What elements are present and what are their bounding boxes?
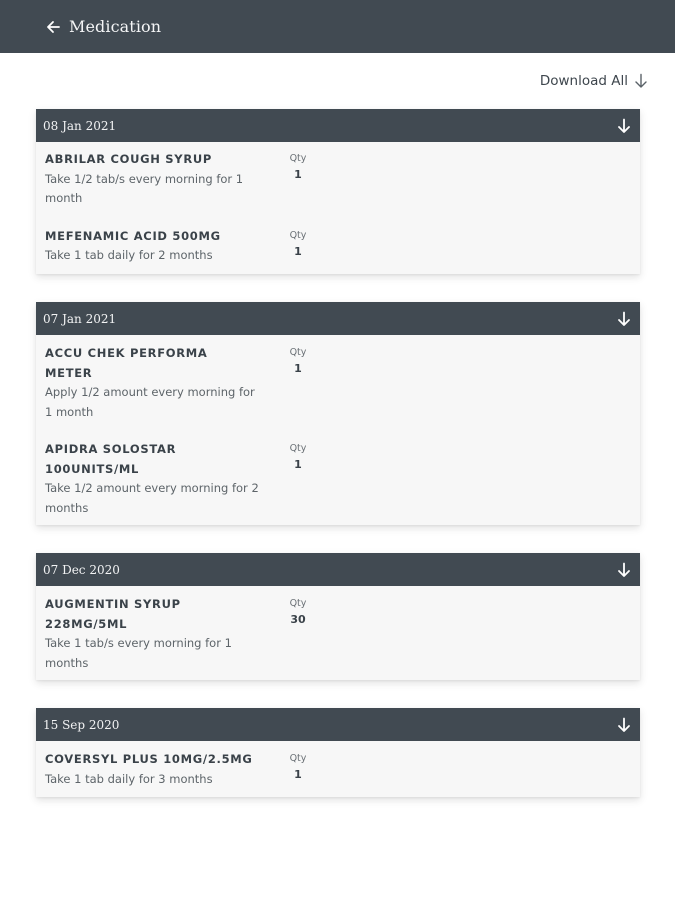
medication-item: [36, 595, 640, 673]
qty-value: 30: [290, 613, 306, 626]
medication-instructions: Apply 1/2 amount every morning for 1 month: [45, 385, 255, 419]
download-prescription-button[interactable]: [615, 716, 633, 734]
prescription-card-header: [36, 302, 640, 335]
qty-value: 1: [294, 244, 302, 258]
quantity: [288, 441, 308, 473]
download-all-label: Download All: [539, 73, 628, 89]
medication-instructions: Take 1 tab/s every morning for 1 months: [45, 636, 232, 670]
medication-item: [36, 150, 640, 209]
quantity: [288, 345, 308, 377]
medication-item: [36, 440, 640, 518]
prescription-card-header: [36, 708, 640, 741]
qty-label: Qty: [289, 443, 307, 454]
prescription-card: [36, 553, 640, 680]
qty-label: Qty: [289, 229, 307, 241]
quantity: [288, 751, 308, 783]
prescription-date: 07 Dec 2020: [43, 562, 120, 577]
medication-item: [36, 227, 640, 266]
arrow-down-icon: [617, 717, 631, 733]
download-all-button[interactable]: [540, 71, 648, 91]
medication-instructions: Take 1/2 tab/s every morning for 1 month: [45, 171, 244, 205]
qty-label: Qty: [289, 753, 307, 764]
qty-value: 1: [294, 768, 302, 781]
medication-instructions: Take 1 tab daily for 3 months: [45, 771, 213, 786]
medication-name: ABRILAR COUGH SYRUP: [45, 152, 213, 166]
qty-value: 1: [294, 168, 302, 181]
qty-value: 1: [294, 458, 302, 471]
qty-value: 1: [294, 362, 302, 375]
medication-instructions: Take 1 tab daily for 2 months: [45, 248, 213, 262]
page-title: Medication: [69, 17, 162, 36]
medication-name: MEFENAMIC ACID 500MG: [45, 228, 221, 243]
prescription-card-header: [36, 109, 640, 142]
arrow-down-icon: [617, 311, 631, 327]
prescription-card-header: [36, 553, 640, 586]
medication-item: [36, 750, 640, 789]
arrow-down-icon: [634, 73, 648, 89]
prescription-date: 15 Sep 2020: [43, 717, 120, 732]
quantity: [288, 228, 308, 260]
quantity: [288, 596, 308, 628]
arrow-down-icon: [617, 562, 631, 578]
arrow-down-icon: [617, 118, 631, 134]
medication-instructions: Take 1/2 amount every morning for 2 months: [45, 481, 259, 515]
qty-label: Qty: [289, 347, 307, 358]
prescription-card: [36, 109, 640, 274]
back-button[interactable]: [43, 17, 63, 37]
prescription-date: 08 Jan 2021: [43, 118, 117, 133]
medication-item: [36, 344, 640, 422]
qty-label: Qty: [289, 153, 307, 164]
prescription-card: [36, 302, 640, 525]
arrow-left-icon: [45, 19, 61, 35]
quantity: [288, 151, 308, 183]
qty-label: Qty: [289, 598, 307, 609]
download-prescription-button[interactable]: [615, 561, 633, 579]
download-prescription-button[interactable]: [615, 310, 633, 328]
medication-name: APIDRA SOLOSTAR 100UNITS/ML: [45, 442, 177, 476]
prescription-card: [36, 708, 640, 797]
medication-name: COVERSYL PLUS 10MG/2.5MG: [45, 752, 253, 766]
prescription-date: 07 Jan 2021: [43, 311, 117, 326]
medication-name: AUGMENTIN SYRUP 228MG/5ML: [45, 597, 181, 631]
download-prescription-button[interactable]: [615, 117, 633, 135]
app-bar: [0, 0, 675, 53]
medication-name: ACCU CHEK PERFORMA METER: [45, 346, 208, 380]
